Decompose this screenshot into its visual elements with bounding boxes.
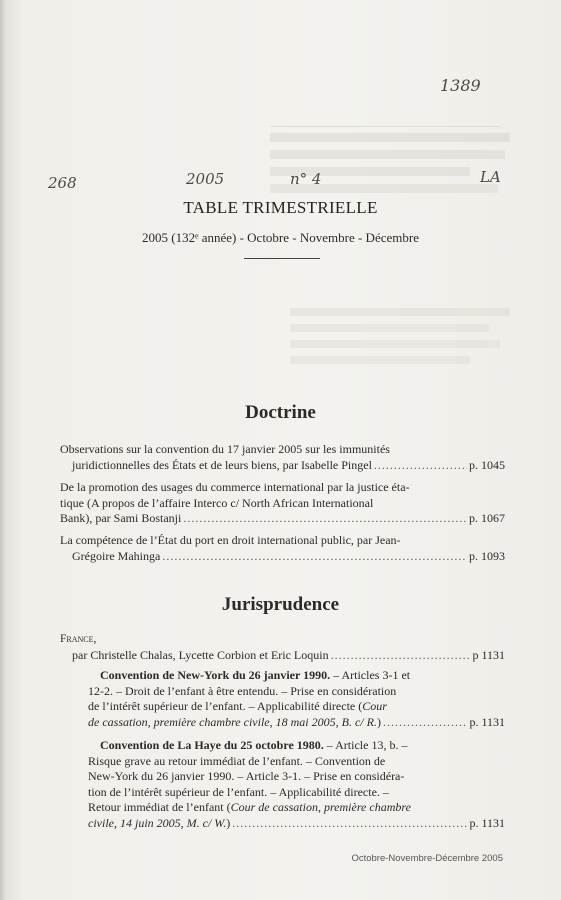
case-court: Cour de cassation, première chambre (230, 800, 411, 814)
case-text: – Article 13, b. – (323, 738, 408, 752)
case-text: Retour immédiat de l’enfant ( (88, 800, 231, 814)
case-court: Cour (362, 699, 387, 713)
case-text: de l’intérêt supérieur de l’enfant. – Applicabilité directe ( (88, 699, 363, 713)
entry-page: p. 1067 (469, 511, 505, 525)
handwritten-mark: LA (480, 168, 501, 186)
page-footer: Octobre-Novembre-Décembre 2005 (351, 853, 503, 864)
handwritten-issue: n° 4 (290, 170, 322, 188)
entry-text: tique (A propos de l’affaire Interco c/ North African International (60, 495, 374, 510)
case-text: 12-2. – Droit de l’enfant à être entendu. – Prise en considération (88, 683, 397, 698)
entry-text: De la promotion des usages du commerce international par la justice éta- (60, 480, 410, 494)
case-text: ) (226, 815, 231, 830)
entry-text: La compétence de l’État du port en droit international public, par Jean- (60, 533, 401, 547)
entry-text: Bank), par Sami Bostanji (60, 511, 182, 525)
handwritten-year: 2005 (186, 170, 225, 188)
entry-page: p. 1093 (469, 548, 505, 563)
case-court: de cassation, première chambre civile, 18 mai 2005, B. c/ R. (88, 714, 377, 729)
entry-page: p. 1045 (469, 457, 505, 472)
case-text: – Articles 3-1 et (330, 668, 411, 682)
dot-leader (374, 458, 467, 474)
case-text: ) (376, 714, 381, 729)
country-block (60, 632, 505, 663)
dot-leader (162, 549, 467, 565)
case-entry (88, 738, 505, 831)
case-page: p. 1131 (469, 714, 505, 729)
case-title: Convention de La Haye du 25 octobre 1980. (100, 738, 324, 752)
section-heading-doctrine: Doctrine (245, 402, 316, 423)
case-page: p. 1131 (469, 815, 505, 830)
doctrine-entry (60, 533, 505, 564)
doctrine-entry (60, 442, 505, 473)
dot-leader (232, 816, 467, 832)
entry-text: Grégoire Mahinga (72, 548, 161, 563)
entry-text: Observations sur la convention du 17 janvier 2005 sur les immunités (60, 442, 390, 456)
case-text: New-York du 26 janvier 1990. – Article 3-1. – Prise en considéra- (88, 769, 405, 783)
authors-page: p 1131 (472, 647, 505, 662)
handwritten-volume: 268 (48, 174, 77, 192)
dot-leader (183, 511, 467, 527)
doctrine-entry (60, 480, 505, 527)
entry-text: juridictionnelles des États et de leurs biens, par Isabelle Pingel (72, 457, 372, 472)
case-text: tion de l’intérêt supérieur de l’enfant. – Applicabilité directe. – (88, 784, 389, 799)
page-subtitle: 2005 (132ᵉ année) - Octobre - Novembre - Décembre (142, 230, 419, 245)
case-entry (88, 668, 505, 730)
case-court: civile, 14 juin 2005, M. c/ W. (88, 815, 227, 830)
case-title: Convention de New-York du 26 janvier 1990. (100, 668, 331, 682)
title-divider (244, 258, 320, 259)
authors-text: par Christelle Chalas, Lycette Corbion et Eric Loquin (72, 647, 329, 662)
dot-leader (383, 715, 468, 731)
page-title: TABLE TRIMESTRIELLE (183, 198, 378, 217)
case-text: Risque grave au retour immédiat de l’enfant. – Convention de (88, 753, 386, 768)
bleed-through-text-lower (290, 300, 520, 372)
handwritten-page-number: 1389 (440, 76, 481, 95)
dot-leader (331, 648, 471, 664)
country-label: France, (60, 633, 97, 645)
section-heading-jurisprudence: Jurisprudence (221, 594, 340, 615)
